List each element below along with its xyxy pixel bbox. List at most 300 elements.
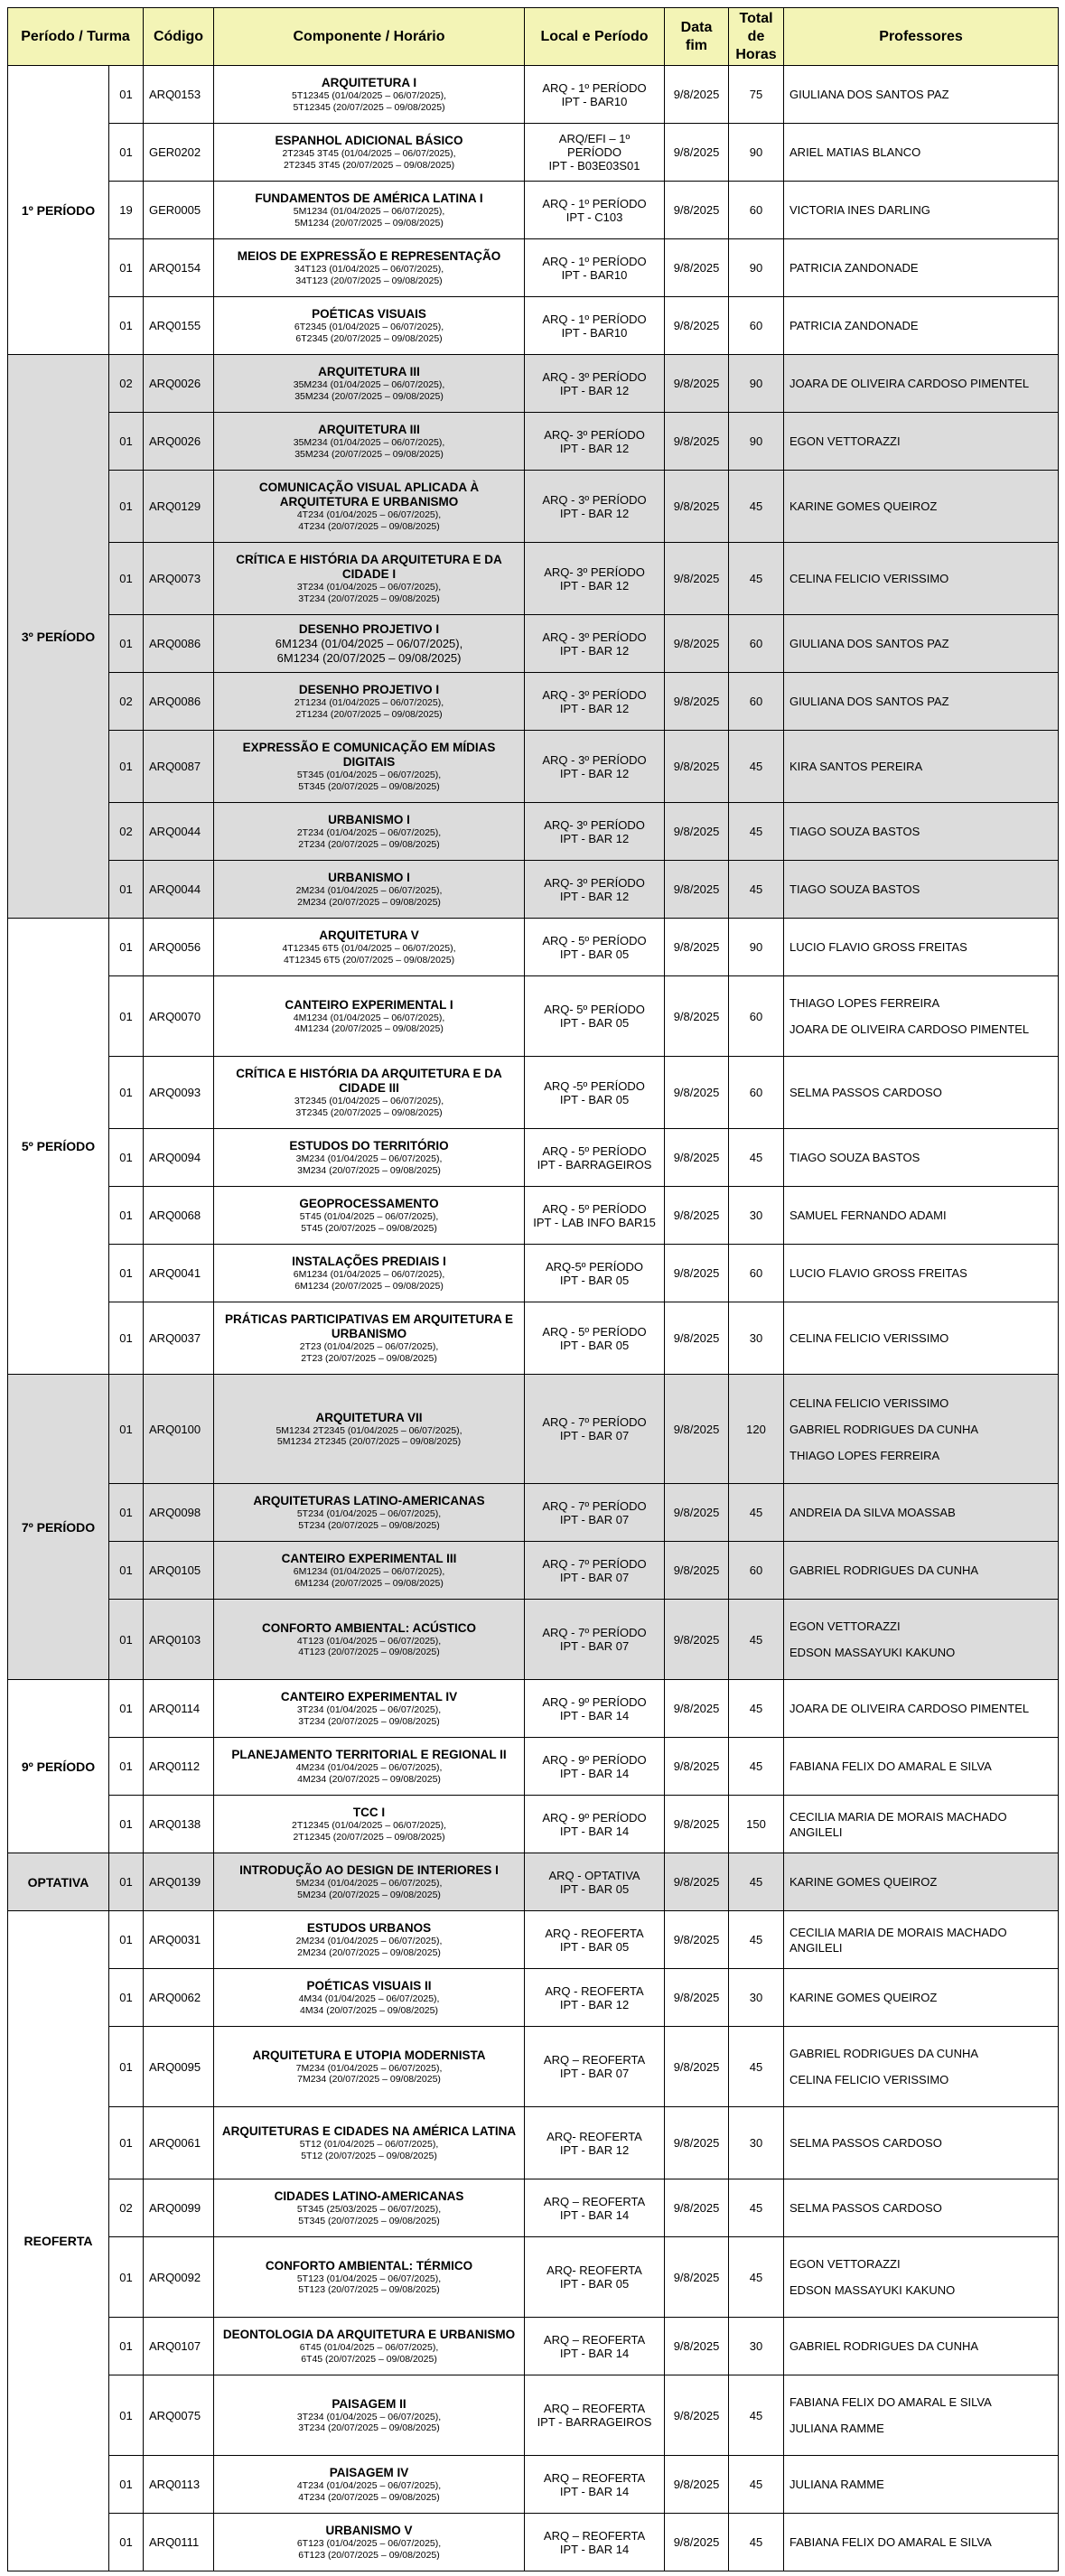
componente-horario: 6T45 (20/07/2025 – 09/08/2025): [301, 2353, 437, 2365]
componente-name: ARQUITETURA III: [318, 423, 420, 436]
componente-cell: [214, 1129, 525, 1187]
codigo-cell: ARQ0103: [144, 1600, 214, 1680]
turma-cell: 01: [109, 919, 144, 976]
componente-cell: [214, 1680, 525, 1738]
componente-name: COMUNICAÇÃO VISUAL APLICADA À ARQUITETURA E URBANISMO: [258, 481, 480, 509]
turma-cell: 01: [109, 2107, 144, 2179]
local-line: IPT - BAR 07: [559, 1639, 630, 1653]
componente-cell: [214, 803, 525, 861]
professores-cell: [784, 919, 1059, 976]
componente-name: ARQUITETURA V: [319, 929, 419, 942]
professores-cell: [784, 2514, 1059, 2571]
local-line: ARQ - 1º PERÍODO: [542, 80, 647, 95]
data-fim-cell: 9/8/2025: [665, 731, 729, 803]
turma-cell: 01: [109, 861, 144, 919]
professores-cell: [784, 1484, 1059, 1542]
table-row: [8, 2237, 1059, 2318]
codigo-cell: ARQ0070: [144, 976, 214, 1057]
local-line: IPT - BAR 14: [559, 1708, 630, 1722]
table-row: [8, 297, 1059, 355]
codigo-cell: ARQ0107: [144, 2318, 214, 2375]
data-fim-cell: 9/8/2025: [665, 239, 729, 297]
data-fim-cell: 9/8/2025: [665, 1796, 729, 1853]
header-codigo: Código: [144, 8, 214, 66]
data-fim-cell: 9/8/2025: [665, 1738, 729, 1796]
local-cell: [525, 1302, 665, 1375]
professor-name: JULIANA RAMME: [789, 2422, 884, 2435]
data-fim-cell: 9/8/2025: [665, 1600, 729, 1680]
local-line: ARQ – REOFERTA: [543, 2402, 646, 2415]
total-horas-cell: 30: [729, 1302, 784, 1375]
local-line: ARQ - 3º PERÍODO: [542, 630, 647, 644]
professores-cell: [784, 297, 1059, 355]
local-line: ARQ - 5º PERÍODO: [542, 1201, 647, 1216]
componente-horario: 2M234 (20/07/2025 – 09/08/2025): [297, 1946, 441, 1958]
local-cell: [525, 2027, 665, 2107]
table-row: [8, 2375, 1059, 2456]
componente-horario: 3T234 (01/04/2025 – 06/07/2025),: [296, 1704, 442, 1715]
turma-cell: 01: [109, 1245, 144, 1302]
local-cell: [525, 66, 665, 124]
professor-name: PATRICIA ZANDONADE: [789, 261, 919, 275]
componente-cell: [214, 1600, 525, 1680]
local-line: ARQ - 3º PERÍODO: [542, 752, 647, 767]
local-line: ARQ - 7º PERÍODO: [542, 1498, 647, 1513]
componente-horario: 4T234 (20/07/2025 – 09/08/2025): [298, 520, 440, 532]
local-cell: [525, 1853, 665, 1911]
total-horas-cell: 45: [729, 2375, 784, 2456]
table-row: [8, 2456, 1059, 2514]
total-horas-cell: 45: [729, 1911, 784, 1969]
local-line: IPT - BAR 12: [559, 831, 630, 845]
componente-cell: [214, 1738, 525, 1796]
componente-horario: 5T45 (20/07/2025 – 09/08/2025): [301, 1222, 437, 1234]
turma-cell: 01: [109, 731, 144, 803]
local-line: ARQ - 7º PERÍODO: [542, 1556, 647, 1571]
codigo-cell: ARQ0026: [144, 413, 214, 471]
componente-horario: 5M1234 (20/07/2025 – 09/08/2025): [294, 217, 444, 229]
local-cell: [525, 355, 665, 413]
professor-name: JOARA DE OLIVEIRA CARDOSO PIMENTEL: [789, 1022, 1030, 1036]
schedule-body: [8, 66, 1059, 2571]
componente-horario: 2M234 (01/04/2025 – 06/07/2025),: [295, 885, 443, 896]
codigo-cell: ARQ0086: [144, 673, 214, 731]
componente-horario: 5T345 (20/07/2025 – 09/08/2025): [298, 2215, 440, 2226]
componente-name: ARQUITETURA I: [321, 76, 417, 89]
local-cell: [525, 1911, 665, 1969]
local-line: ARQ – REOFERTA: [543, 2053, 646, 2067]
data-fim-cell: 9/8/2025: [665, 2179, 729, 2237]
professor-name: FABIANA FELIX DO AMARAL E SILVA: [789, 1759, 992, 1773]
local-cell: [525, 239, 665, 297]
professores-cell: [784, 182, 1059, 239]
componente-name: EXPRESSÃO E COMUNICAÇÃO EM MÍDIAS DIGITAIS: [242, 741, 496, 769]
componente-name: INSTALAÇÕES PREDIAIS I: [292, 1255, 446, 1268]
total-horas-cell: 90: [729, 124, 784, 182]
table-row: [8, 2179, 1059, 2237]
local-cell: [525, 124, 665, 182]
data-fim-cell: 9/8/2025: [665, 803, 729, 861]
componente-horario: 4T234 (20/07/2025 – 09/08/2025): [298, 2491, 440, 2503]
total-horas-cell: 150: [729, 1796, 784, 1853]
local-line: IPT - C103: [565, 210, 623, 224]
table-row: [8, 1129, 1059, 1187]
professores-cell: [784, 2318, 1059, 2375]
codigo-cell: GER0005: [144, 182, 214, 239]
table-row: [8, 239, 1059, 297]
componente-horario: 2T23 (20/07/2025 – 09/08/2025): [301, 1352, 437, 1364]
componente-name: ARQUITETURA III: [318, 365, 420, 378]
componente-cell: [214, 239, 525, 297]
professor-name: TIAGO SOUZA BASTOS: [789, 825, 920, 838]
componente-horario: 5T12345 (20/07/2025 – 09/08/2025): [293, 101, 445, 113]
componente-cell: [214, 2107, 525, 2179]
local-cell: [525, 2237, 665, 2318]
codigo-cell: ARQ0099: [144, 2179, 214, 2237]
componente-cell: [214, 861, 525, 919]
total-horas-cell: 45: [729, 2456, 784, 2514]
professores-cell: [784, 1375, 1059, 1484]
componente-horario: 4M34 (01/04/2025 – 06/07/2025),: [298, 1993, 440, 2004]
professores-cell: [784, 1738, 1059, 1796]
total-horas-cell: 45: [729, 2514, 784, 2571]
professores-cell: [784, 731, 1059, 803]
turma-cell: 02: [109, 803, 144, 861]
professores-cell: [784, 543, 1059, 615]
codigo-cell: ARQ0073: [144, 543, 214, 615]
professor-name: CECILIA MARIA DE MORAIS MACHADO ANGILELI: [789, 1925, 1007, 1955]
header-total-horas: Total de Horas: [729, 8, 784, 66]
componente-horario: 4T12345 6T5 (20/07/2025 – 09/08/2025): [283, 954, 455, 966]
local-cell: [525, 413, 665, 471]
turma-cell: 01: [109, 471, 144, 543]
data-fim-cell: 9/8/2025: [665, 471, 729, 543]
professor-name: GIULIANA DOS SANTOS PAZ: [789, 637, 949, 650]
componente-horario: 2T12345 (20/07/2025 – 09/08/2025): [293, 1831, 445, 1843]
total-horas-cell: 45: [729, 2027, 784, 2107]
local-cell: [525, 1057, 665, 1129]
componente-horario: 3T2345 (01/04/2025 – 06/07/2025),: [294, 1096, 444, 1106]
local-line: ARQ – REOFERTA: [543, 2332, 646, 2347]
header-local: Local e Período: [525, 8, 665, 66]
header-professores: Professores: [784, 8, 1059, 66]
componente-horario: 2T23 (01/04/2025 – 06/07/2025),: [299, 1341, 439, 1352]
turma-cell: 01: [109, 66, 144, 124]
componente-cell: [214, 1245, 525, 1302]
local-line: IPT - B03E03S01: [548, 159, 640, 173]
codigo-cell: ARQ0111: [144, 2514, 214, 2571]
table-row: [8, 1245, 1059, 1302]
codigo-cell: GER0202: [144, 124, 214, 182]
local-line: ARQ-5º PERÍODO: [545, 1259, 644, 1274]
total-horas-cell: 60: [729, 615, 784, 673]
codigo-cell: ARQ0094: [144, 1129, 214, 1187]
professores-cell: [784, 1969, 1059, 2027]
local-line: ARQ -5º PERÍODO: [544, 1078, 645, 1093]
componente-horario: 4M1234 (20/07/2025 – 09/08/2025): [294, 1023, 444, 1034]
componente-horario: 6T2345 (01/04/2025 – 06/07/2025),: [294, 322, 444, 332]
componente-horario: 6M1234 (20/07/2025 – 09/08/2025): [294, 1577, 444, 1589]
local-cell: [525, 1738, 665, 1796]
local-cell: [525, 919, 665, 976]
total-horas-cell: 30: [729, 1969, 784, 2027]
local-line: ARQ - 1º PERÍODO: [542, 254, 647, 268]
local-cell: [525, 1680, 665, 1738]
local-line: IPT - BAR 05: [559, 1338, 630, 1352]
componente-name: ESTUDOS DO TERRITÓRIO: [289, 1139, 449, 1153]
componente-horario: 34T123 (20/07/2025 – 09/08/2025): [295, 275, 443, 286]
local-line: IPT - BAR 07: [559, 1429, 630, 1442]
total-horas-cell: 45: [729, 1484, 784, 1542]
componente-name: URBANISMO I: [328, 871, 410, 884]
total-horas-cell: 45: [729, 2179, 784, 2237]
componente-cell: [214, 919, 525, 976]
table-row: [8, 2107, 1059, 2179]
total-horas-cell: 45: [729, 1680, 784, 1738]
componente-name: ARQUITETURAS E CIDADES NA AMÉRICA LATINA: [221, 2124, 517, 2138]
local-line: ARQ - 1º PERÍODO: [542, 196, 647, 210]
data-fim-cell: 9/8/2025: [665, 1484, 729, 1542]
header-periodo-turma: Período / Turma: [8, 8, 144, 66]
table-row: [8, 976, 1059, 1057]
codigo-cell: ARQ0100: [144, 1375, 214, 1484]
professores-cell: [784, 2456, 1059, 2514]
local-cell: [525, 615, 665, 673]
componente-name: CIDADES LATINO-AMERICANAS: [274, 2189, 464, 2203]
componente-cell: [214, 2514, 525, 2571]
turma-cell: 01: [109, 1738, 144, 1796]
data-fim-cell: 9/8/2025: [665, 1302, 729, 1375]
professores-cell: [784, 861, 1059, 919]
professor-name: KIRA SANTOS PEREIRA: [789, 760, 923, 773]
total-horas-cell: 60: [729, 297, 784, 355]
professores-cell: [784, 1600, 1059, 1680]
data-fim-cell: 9/8/2025: [665, 2514, 729, 2571]
table-row: [8, 1057, 1059, 1129]
table-row: [8, 1187, 1059, 1245]
local-line: ARQ - 9º PERÍODO: [542, 1810, 647, 1825]
local-line: ARQ - 5º PERÍODO: [542, 1143, 647, 1158]
total-horas-cell: 45: [729, 471, 784, 543]
professores-cell: [784, 471, 1059, 543]
codigo-cell: ARQ0061: [144, 2107, 214, 2179]
componente-horario: 4T123 (01/04/2025 – 06/07/2025),: [296, 1635, 442, 1647]
total-horas-cell: 45: [729, 861, 784, 919]
professor-name: TIAGO SOUZA BASTOS: [789, 882, 920, 896]
table-row: [8, 1302, 1059, 1375]
turma-cell: 01: [109, 2375, 144, 2456]
local-line: ARQ - 7º PERÍODO: [542, 1415, 647, 1429]
table-row: [8, 2027, 1059, 2107]
professor-name: SELMA PASSOS CARDOSO: [789, 2201, 942, 2215]
codigo-cell: ARQ0092: [144, 2237, 214, 2318]
componente-horario: 5T12 (20/07/2025 – 09/08/2025): [301, 2150, 437, 2161]
componente-cell: [214, 2179, 525, 2237]
data-fim-cell: 9/8/2025: [665, 1911, 729, 1969]
local-line: ARQ - 5º PERÍODO: [542, 1324, 647, 1339]
turma-cell: 01: [109, 976, 144, 1057]
componente-horario: 5M1234 2T2345 (20/07/2025 – 09/08/2025): [276, 1436, 462, 1447]
turma-cell: 01: [109, 1484, 144, 1542]
componente-horario: 3T234 (01/04/2025 – 06/07/2025),: [296, 582, 442, 593]
local-line: ARQ- 3º PERÍODO: [544, 875, 645, 890]
codigo-cell: ARQ0129: [144, 471, 214, 543]
data-fim-cell: 9/8/2025: [665, 1542, 729, 1600]
local-cell: [525, 543, 665, 615]
local-line: IPT - BAR 14: [559, 1824, 630, 1838]
local-cell: [525, 1796, 665, 1853]
professores-cell: [784, 355, 1059, 413]
data-fim-cell: 9/8/2025: [665, 1853, 729, 1911]
local-line: ARQ - 3º PERÍODO: [542, 369, 647, 384]
componente-cell: [214, 2237, 525, 2318]
total-horas-cell: 45: [729, 543, 784, 615]
header-row: [8, 8, 1059, 66]
professor-name: KARINE GOMES QUEIROZ: [789, 499, 938, 513]
professor-name: KARINE GOMES QUEIROZ: [789, 1875, 938, 1889]
componente-horario: 2T12345 (01/04/2025 – 06/07/2025),: [291, 1820, 447, 1831]
local-cell: [525, 2514, 665, 2571]
professor-name: FABIANA FELIX DO AMARAL E SILVA: [789, 2395, 992, 2409]
local-line: ARQ - 5º PERÍODO: [542, 933, 647, 947]
professores-cell: [784, 1853, 1059, 1911]
componente-horario: 6M1234 (01/04/2025 – 06/07/2025),: [293, 1269, 445, 1280]
schedule-table: [7, 7, 1059, 2571]
professores-cell: [784, 1680, 1059, 1738]
table-row: [8, 1375, 1059, 1484]
table-row: [8, 66, 1059, 124]
professores-cell: [784, 124, 1059, 182]
professor-name: CELINA FELICIO VERISSIMO: [789, 1395, 949, 1410]
codigo-cell: ARQ0062: [144, 1969, 214, 2027]
professor-name: EGON VETTORAZZI: [789, 2257, 901, 2271]
total-horas-cell: 90: [729, 239, 784, 297]
data-fim-cell: 9/8/2025: [665, 919, 729, 976]
local-cell: [525, 673, 665, 731]
professores-cell: [784, 673, 1059, 731]
professores-cell: [784, 413, 1059, 471]
professor-name: CELINA FELICIO VERISSIMO: [789, 2073, 949, 2086]
professores-cell: [784, 803, 1059, 861]
componente-cell: [214, 297, 525, 355]
professor-name: JOARA DE OLIVEIRA CARDOSO PIMENTEL: [789, 1702, 1030, 1715]
local-cell: [525, 182, 665, 239]
codigo-cell: ARQ0037: [144, 1302, 214, 1375]
local-line: ARQ - OPTATIVA: [548, 1868, 640, 1882]
total-horas-cell: 45: [729, 803, 784, 861]
professor-name: TIAGO SOUZA BASTOS: [789, 1151, 920, 1164]
turma-cell: 01: [109, 543, 144, 615]
total-horas-cell: 75: [729, 66, 784, 124]
codigo-cell: ARQ0075: [144, 2375, 214, 2456]
local-line: IPT - BAR 05: [559, 1939, 630, 1954]
local-line: IPT - BAR 12: [559, 643, 630, 658]
data-fim-cell: 9/8/2025: [665, 297, 729, 355]
total-horas-cell: 30: [729, 2107, 784, 2179]
componente-horario: 5M234 (20/07/2025 – 09/08/2025): [297, 1889, 441, 1900]
total-horas-cell: 60: [729, 976, 784, 1057]
table-row: [8, 673, 1059, 731]
data-fim-cell: 9/8/2025: [665, 124, 729, 182]
local-line: IPT - BAR 12: [559, 766, 630, 780]
local-cell: [525, 731, 665, 803]
componente-horario: 5M234 (01/04/2025 – 06/07/2025),: [295, 1878, 443, 1889]
componente-horario: 34T123 (01/04/2025 – 06/07/2025),: [294, 264, 444, 275]
table-row: [8, 919, 1059, 976]
componente-horario: 7M234 (01/04/2025 – 06/07/2025),: [295, 2062, 443, 2074]
componente-horario: 2T234 (20/07/2025 – 09/08/2025): [298, 838, 440, 850]
table-row: [8, 1969, 1059, 2027]
turma-cell: 01: [109, 1911, 144, 1969]
componente-name: PRÁTICAS PARTICIPATIVAS EM ARQUITETURA E URBANISMO: [225, 1312, 514, 1340]
codigo-cell: ARQ0044: [144, 861, 214, 919]
section-label: REOFERTA: [8, 1911, 109, 2571]
componente-horario: 5T345 (20/07/2025 – 09/08/2025): [298, 780, 440, 792]
codigo-cell: ARQ0086: [144, 615, 214, 673]
componente-name: DESENHO PROJETIVO I: [298, 621, 440, 636]
data-fim-cell: 9/8/2025: [665, 1969, 729, 2027]
codigo-cell: ARQ0113: [144, 2456, 214, 2514]
professor-name: LUCIO FLAVIO GROSS FREITAS: [789, 1266, 967, 1280]
turma-cell: 01: [109, 239, 144, 297]
local-line: IPT - BAR 05: [559, 1273, 630, 1287]
componente-horario: 4M1234 (01/04/2025 – 06/07/2025),: [293, 1012, 445, 1023]
componente-cell: [214, 2456, 525, 2514]
componente-name: URBANISMO V: [325, 2524, 413, 2537]
data-fim-cell: 9/8/2025: [665, 66, 729, 124]
codigo-cell: ARQ0114: [144, 1680, 214, 1738]
professor-name: SELMA PASSOS CARDOSO: [789, 1086, 942, 1099]
local-cell: [525, 2375, 665, 2456]
table-row: [8, 861, 1059, 919]
componente-horario: 3M234 (01/04/2025 – 06/07/2025),: [295, 1153, 443, 1164]
total-horas-cell: 45: [729, 1853, 784, 1911]
componente-name: CANTEIRO EXPERIMENTAL III: [281, 1552, 457, 1565]
componente-cell: [214, 1796, 525, 1853]
section-label: 7º PERÍODO: [8, 1375, 109, 1680]
local-line: ARQ - REOFERTA: [545, 1926, 644, 1940]
local-line: IPT - BAR 14: [559, 2484, 630, 2498]
turma-cell: 19: [109, 182, 144, 239]
total-horas-cell: 60: [729, 1542, 784, 1600]
turma-cell: 01: [109, 2514, 144, 2571]
professores-cell: [784, 2237, 1059, 2318]
local-line: IPT - BAR 14: [559, 2542, 630, 2556]
table-row: [8, 2318, 1059, 2375]
local-line: ARQ - 3º PERÍODO: [542, 492, 647, 507]
turma-cell: 01: [109, 1302, 144, 1375]
local-line: IPT - BAR10: [561, 267, 628, 282]
total-horas-cell: 60: [729, 1057, 784, 1129]
turma-cell: 02: [109, 355, 144, 413]
table-row: [8, 803, 1059, 861]
total-horas-cell: 90: [729, 919, 784, 976]
componente-cell: [214, 182, 525, 239]
componente-horario: 2M234 (20/07/2025 – 09/08/2025): [297, 896, 441, 908]
componente-horario: 6T123 (20/07/2025 – 09/08/2025): [298, 2549, 440, 2561]
local-line: IPT - BAR 05: [559, 1092, 630, 1106]
professor-name: CELINA FELICIO VERISSIMO: [789, 572, 949, 585]
componente-cell: [214, 1911, 525, 1969]
turma-cell: 01: [109, 1187, 144, 1245]
total-horas-cell: 45: [729, 731, 784, 803]
professores-cell: [784, 976, 1059, 1057]
data-fim-cell: 9/8/2025: [665, 1187, 729, 1245]
professor-name: GABRIEL RODRIGUES DA CUNHA: [789, 1422, 979, 1436]
turma-cell: 01: [109, 1600, 144, 1680]
data-fim-cell: 9/8/2025: [665, 1129, 729, 1187]
local-line: ARQ - 3º PERÍODO: [542, 687, 647, 702]
